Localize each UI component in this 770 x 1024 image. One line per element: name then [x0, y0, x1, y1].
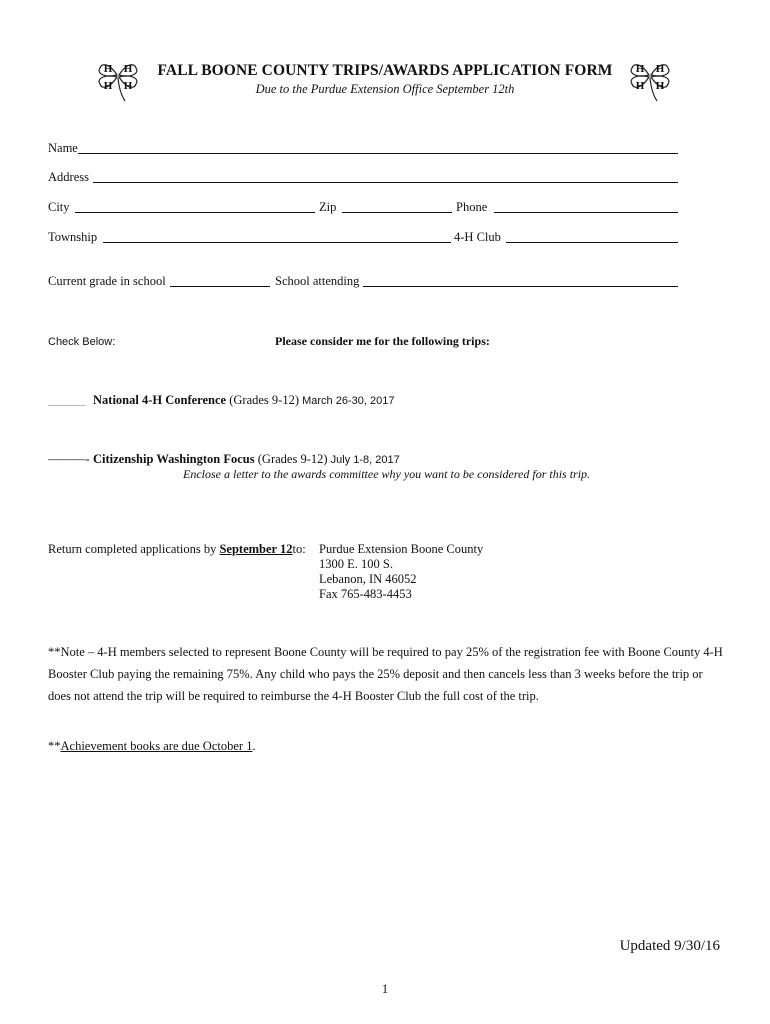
address-line: Lebanon, IN 46052: [319, 572, 417, 586]
phone-label: Phone: [456, 200, 488, 214]
return-date: September 12: [219, 542, 293, 556]
phone-field[interactable]: [494, 212, 678, 213]
name-field[interactable]: [78, 153, 678, 154]
township-field[interactable]: [103, 242, 451, 243]
return-prefix: Return completed applications by: [48, 542, 220, 556]
trip-item: [93, 393, 394, 408]
zip-field[interactable]: [342, 212, 452, 213]
clover-letter: H: [655, 80, 665, 92]
trip-dates: March 26-30, 2017: [302, 395, 395, 407]
clover-letter: H: [123, 63, 133, 75]
address-line: Purdue Extension Boone County: [319, 542, 484, 556]
return-address: [319, 542, 483, 602]
city-field[interactable]: [75, 212, 315, 213]
clover-letter: H: [655, 63, 665, 75]
page-number: 1: [381, 982, 389, 996]
address-field[interactable]: [93, 182, 678, 183]
trip-letter-note: Enclose a letter to the awards committee why you want to be considered for this trip.: [183, 467, 591, 481]
clover-letter: H: [103, 80, 113, 92]
trip-name: National 4-H Conference: [93, 393, 227, 407]
form-title: FALL BOONE COUNTY TRIPS/AWARDS APPLICATION FORM: [157, 62, 613, 79]
achievement-note: [48, 739, 256, 754]
clover-letter: H: [635, 63, 645, 75]
trip-item: [93, 452, 400, 467]
check-below-label: Check Below:: [48, 336, 116, 348]
township-label: Township: [48, 230, 98, 244]
grade-label: Current grade in school: [48, 274, 166, 288]
achievement-prefix: **: [48, 739, 61, 753]
school-field[interactable]: [363, 286, 678, 287]
trip-dates: July 1-8, 2017: [330, 454, 400, 466]
school-label: School attending: [275, 274, 360, 288]
city-label: City: [48, 200, 70, 214]
address-line: Fax 765-483-4453: [319, 587, 412, 601]
address-label: Address: [48, 170, 89, 184]
clover-letter: H: [635, 80, 645, 92]
trip-checkbox-blank[interactable]: ———-: [48, 452, 90, 466]
club-field[interactable]: [506, 242, 678, 243]
trips-heading: Please consider me for the following trips:: [275, 334, 490, 348]
clover-letter: H: [103, 63, 113, 75]
address-line: 1300 E. 100 S.: [319, 557, 393, 571]
club-label: 4-H Club: [454, 230, 501, 244]
achievement-text: Achievement books are due October 1: [60, 739, 253, 753]
trip-grades: (Grades 9-12): [257, 452, 328, 466]
name-label: Name: [48, 141, 78, 155]
updated-date: Updated 9/30/16: [619, 938, 720, 954]
return-instructions: [48, 542, 306, 557]
trip-checkbox-blank[interactable]: ______: [48, 393, 86, 407]
return-suffix: to:: [292, 542, 306, 556]
trip-name: Citizenship Washington Focus: [93, 452, 255, 466]
achievement-suffix: .: [252, 739, 256, 753]
form-subtitle: Due to the Purdue Extension Office September 12th: [255, 82, 515, 96]
clover-letter: H: [123, 80, 133, 92]
zip-label: Zip: [319, 200, 337, 214]
grade-field[interactable]: [170, 286, 270, 287]
fee-note: **Note – 4-H members selected to represent Boone County will be required to pay 25% of the registration fee with Boone County 4-H Booster Club paying the remaining 75%. Any child who pays the 25% deposit and then cancels less than 3 weeks before the trip or does not attend the trip will be required to reimburse the 4-H Booster Club the full cost of the trip.: [48, 645, 723, 703]
trip-grades: (Grades 9-12): [229, 393, 299, 407]
